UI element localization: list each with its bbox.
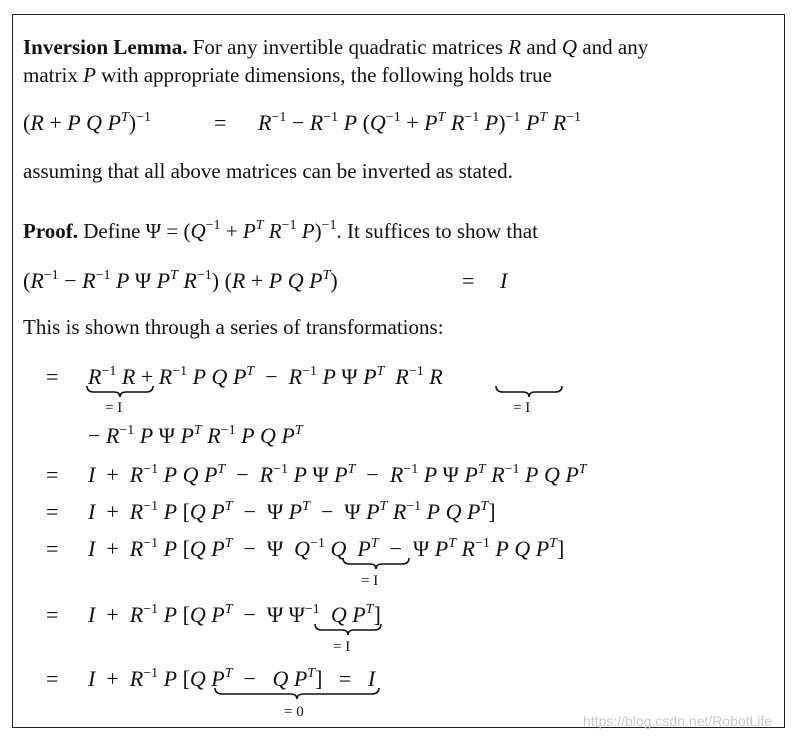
underbrace-3 bbox=[342, 557, 410, 569]
lemma-assuming: assuming that all above matrices can be inverted as stated. bbox=[23, 159, 513, 183]
step-4-equals: = bbox=[46, 536, 59, 561]
proof-goal-lhs: ($R^{-1} - R^{-1}$ P Ψ $P^T$ $R^{-1}$) (R + P Q $P^T$) bbox=[23, 268, 338, 293]
lemma-line-1 bbox=[23, 37, 648, 58]
step-3: $I + R^{-1}$ P [Q $P^T - \Psi$ $P^T - \Psi$ $P^T$ $R^{-1}$ P Q $P^T$] bbox=[88, 499, 496, 524]
lemma-and-1: and bbox=[526, 35, 557, 59]
lemma-formula-equals: = bbox=[214, 110, 227, 135]
step-5: $I + R^{-1}$ P [Q $P^T - \Psi$ $\Psi^{-1}$ Q $P^T$] bbox=[88, 602, 381, 627]
var-p: P bbox=[83, 63, 96, 87]
lemma-and-2: and any bbox=[582, 35, 649, 59]
lemma-text-1: For any invertible quadratic matrices bbox=[192, 35, 503, 59]
underbrace-5 bbox=[214, 687, 380, 699]
proof-goal-equals: = bbox=[462, 268, 475, 293]
underbrace-5-label: = 0 bbox=[284, 704, 304, 720]
step-2: $I + R^{-1}$ P Q $P^T - R^{-1}$ P Ψ $P^T - R^{-1}$ P Ψ $P^T$ $R^{-1}$ P Q $P^T$ bbox=[88, 462, 587, 487]
proof-goal-rhs: I bbox=[500, 268, 508, 293]
lemma-line-2 bbox=[23, 65, 552, 86]
proof-title: Proof. bbox=[23, 219, 79, 243]
step-1: $R^{-1}$ $R + R^{-1}$ P Q $P^T - R^{-1}$ P Ψ $P^T$ $R^{-1}$ R bbox=[88, 364, 443, 389]
underbrace-4 bbox=[314, 623, 382, 635]
step-1-equals: = bbox=[46, 364, 59, 389]
underbrace-2 bbox=[495, 385, 563, 397]
lemma-title: Inversion Lemma. bbox=[23, 35, 188, 59]
proof-series-text: This is shown through a series of transformations: bbox=[23, 315, 444, 339]
step-5-equals: = bbox=[46, 602, 59, 627]
lemma-text-2b: with appropriate dimensions, the following holds true bbox=[101, 63, 552, 87]
underbrace-4-label: = I bbox=[333, 639, 351, 655]
step-2-equals: = bbox=[46, 462, 59, 487]
lemma-text-2a: matrix bbox=[23, 63, 78, 87]
var-r: R bbox=[508, 35, 522, 59]
step-3-equals: = bbox=[46, 499, 59, 524]
underbrace-1-label: = I bbox=[105, 400, 123, 416]
step-1-continued: − $R^{-1}$ P Ψ $P^T$ $R^{-1}$ P Q $P^T$ bbox=[88, 423, 303, 448]
step-6: $I + R^{-1}$ P [Q $P^T - Q$ $P^T] = I$ bbox=[88, 666, 376, 691]
step-6-equals: = bbox=[46, 666, 59, 691]
step-4: $I + R^{-1}$ P [Q $P^T - \Psi$ $Q^{-1}$ Q $P^T - \Psi$ $P^T$ $R^{-1}$ P Q $P^T$] bbox=[88, 536, 565, 561]
var-q: Q bbox=[561, 35, 578, 59]
lemma-formula-lhs: (R + P Q $P^T)^{-1}$ bbox=[23, 110, 152, 135]
lemma-formula-rhs: $R^{-1} - R^{-1}$ P ($Q^{-1} + P^T$ $R^{-1}$ P)$^{-1}$ $P^T$ $R^{-1}$ bbox=[258, 110, 582, 135]
watermark: https://blog.csdn.net/RobotLife bbox=[583, 713, 773, 729]
proof-define-line: Proof. Define $\Psi = (Q^{-1} + P^T$ $R^{-1}$ P)$^{-1}$. It suffices to show that bbox=[23, 218, 538, 243]
underbrace-3-label: = I bbox=[361, 573, 379, 589]
underbrace-2-label: = I bbox=[513, 400, 531, 416]
underbrace-1 bbox=[86, 385, 154, 397]
